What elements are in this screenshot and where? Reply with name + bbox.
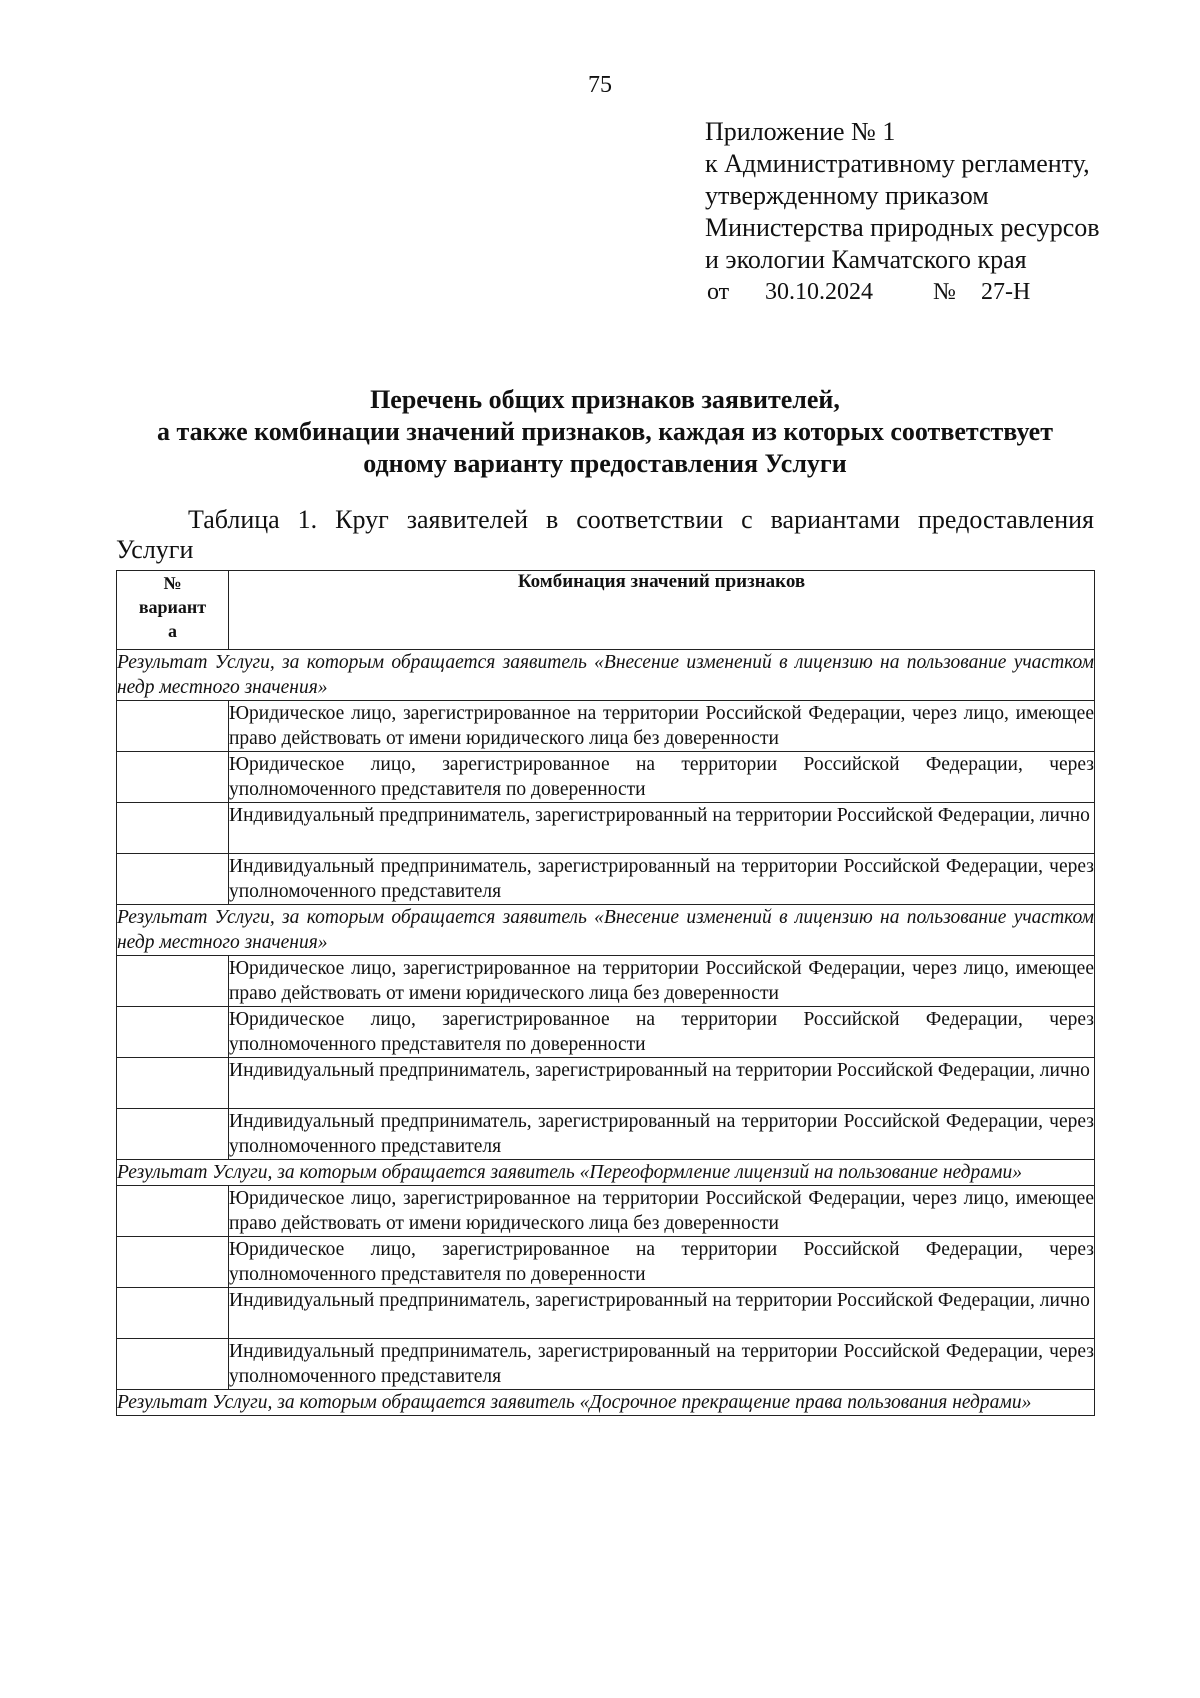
variant-number-cell (117, 1339, 229, 1390)
applicants-table (116, 570, 1095, 1416)
variant-number-cell (117, 1109, 229, 1160)
header-variant-number: № вариант а (117, 571, 229, 650)
variant-number-cell (117, 1288, 229, 1339)
combination-cell: Юридическое лицо, зарегистрированное на территории Российской Федерации, через лицо, имеющее право действовать от имени юридического лица без доверенности (229, 1186, 1095, 1237)
combination-cell: Индивидуальный предприниматель, зарегистрированный на территории Российской Федерации, лично (229, 1288, 1095, 1339)
appendix-line: к Административному регламенту, (705, 149, 1090, 178)
table-row (117, 1007, 1095, 1058)
table-row (117, 1058, 1095, 1109)
order-reference (705, 276, 1100, 308)
combination-cell: Индивидуальный предприниматель, зарегистрированный на территории Российской Федерации, через уполномоченного представителя (229, 1339, 1095, 1390)
result-cell: Результат Услуги, за которым обращается заявитель «Внесение изменений в лицензию на пользование участком недр местного значения» (117, 650, 1095, 701)
result-cell: Результат Услуги, за которым обращается заявитель «Переоформление лицензий на пользование недрами» (117, 1160, 1095, 1186)
combination-cell: Юридическое лицо, зарегистрированное на территории Российской Федерации, через уполномоченного представителя по доверенности (229, 1237, 1095, 1288)
document-title (115, 384, 1095, 480)
appendix-line: утвержденному приказом (705, 181, 989, 210)
result-row (117, 905, 1095, 956)
appendix-line: Приложение № 1 (705, 117, 896, 146)
table-row (117, 701, 1095, 752)
table-row (117, 752, 1095, 803)
page-number: 75 (588, 72, 612, 98)
title-line: а также комбинации значений признаков, каждая из которых соответствует (157, 417, 1053, 446)
table-header-row (117, 571, 1095, 650)
combination-cell: Юридическое лицо, зарегистрированное на территории Российской Федерации, через лицо, имеющее право действовать от имени юридического лица без доверенности (229, 956, 1095, 1007)
order-from: от (707, 279, 730, 305)
order-date: 30.10.2024 (765, 279, 873, 305)
appendix-line: Министерства природных ресурсов (705, 213, 1100, 242)
combination-cell: Индивидуальный предприниматель, зарегистрированный на территории Российской Федерации, лично (229, 1058, 1095, 1109)
combination-cell: Юридическое лицо, зарегистрированное на территории Российской Федерации, через уполномоченного представителя по доверенности (229, 752, 1095, 803)
variant-number-cell (117, 1186, 229, 1237)
result-row (117, 650, 1095, 701)
variant-number-cell (117, 854, 229, 905)
order-number-sign: № (933, 279, 956, 305)
table-row (117, 1288, 1095, 1339)
order-number: 27-Н (981, 279, 1031, 305)
table-row (117, 1237, 1095, 1288)
variant-number-cell (117, 803, 229, 854)
table-row (117, 1186, 1095, 1237)
appendix-line: и экологии Камчатского края (705, 245, 1027, 274)
caption-line: Таблица 1. Круг заявителей в соответствии с вариантами предоставления (188, 505, 1094, 534)
table-caption (116, 505, 1094, 565)
variant-number-cell (117, 1007, 229, 1058)
variant-number-cell (117, 1237, 229, 1288)
result-row (117, 1160, 1095, 1186)
title-line: Перечень общих признаков заявителей, (370, 385, 840, 414)
caption-line: Услуги (116, 535, 194, 564)
header-combination: Комбинация значений признаков (229, 571, 1095, 650)
variant-number-cell (117, 701, 229, 752)
combination-cell: Индивидуальный предприниматель, зарегистрированный на территории Российской Федерации, через уполномоченного представителя (229, 854, 1095, 905)
title-line: одному варианту предоставления Услуги (363, 449, 847, 478)
variant-number-cell (117, 752, 229, 803)
table-row (117, 854, 1095, 905)
table-row (117, 1339, 1095, 1390)
combination-cell: Индивидуальный предприниматель, зарегистрированный на территории Российской Федерации, через уполномоченного представителя (229, 1109, 1095, 1160)
variant-number-cell (117, 1058, 229, 1109)
table-row (117, 1109, 1095, 1160)
appendix-block (705, 116, 1100, 308)
table-row (117, 956, 1095, 1007)
combination-cell: Юридическое лицо, зарегистрированное на территории Российской Федерации, через уполномоченного представителя по доверенности (229, 1007, 1095, 1058)
table-row (117, 803, 1095, 854)
variant-number-cell (117, 956, 229, 1007)
result-cell: Результат Услуги, за которым обращается заявитель «Досрочное прекращение права пользования недрами» (117, 1390, 1095, 1416)
combination-cell: Юридическое лицо, зарегистрированное на территории Российской Федерации, через лицо, имеющее право действовать от имени юридического лица без доверенности (229, 701, 1095, 752)
result-row (117, 1390, 1095, 1416)
combination-cell: Индивидуальный предприниматель, зарегистрированный на территории Российской Федерации, лично (229, 803, 1095, 854)
result-cell: Результат Услуги, за которым обращается заявитель «Внесение изменений в лицензию на пользование участком недр местного значения» (117, 905, 1095, 956)
